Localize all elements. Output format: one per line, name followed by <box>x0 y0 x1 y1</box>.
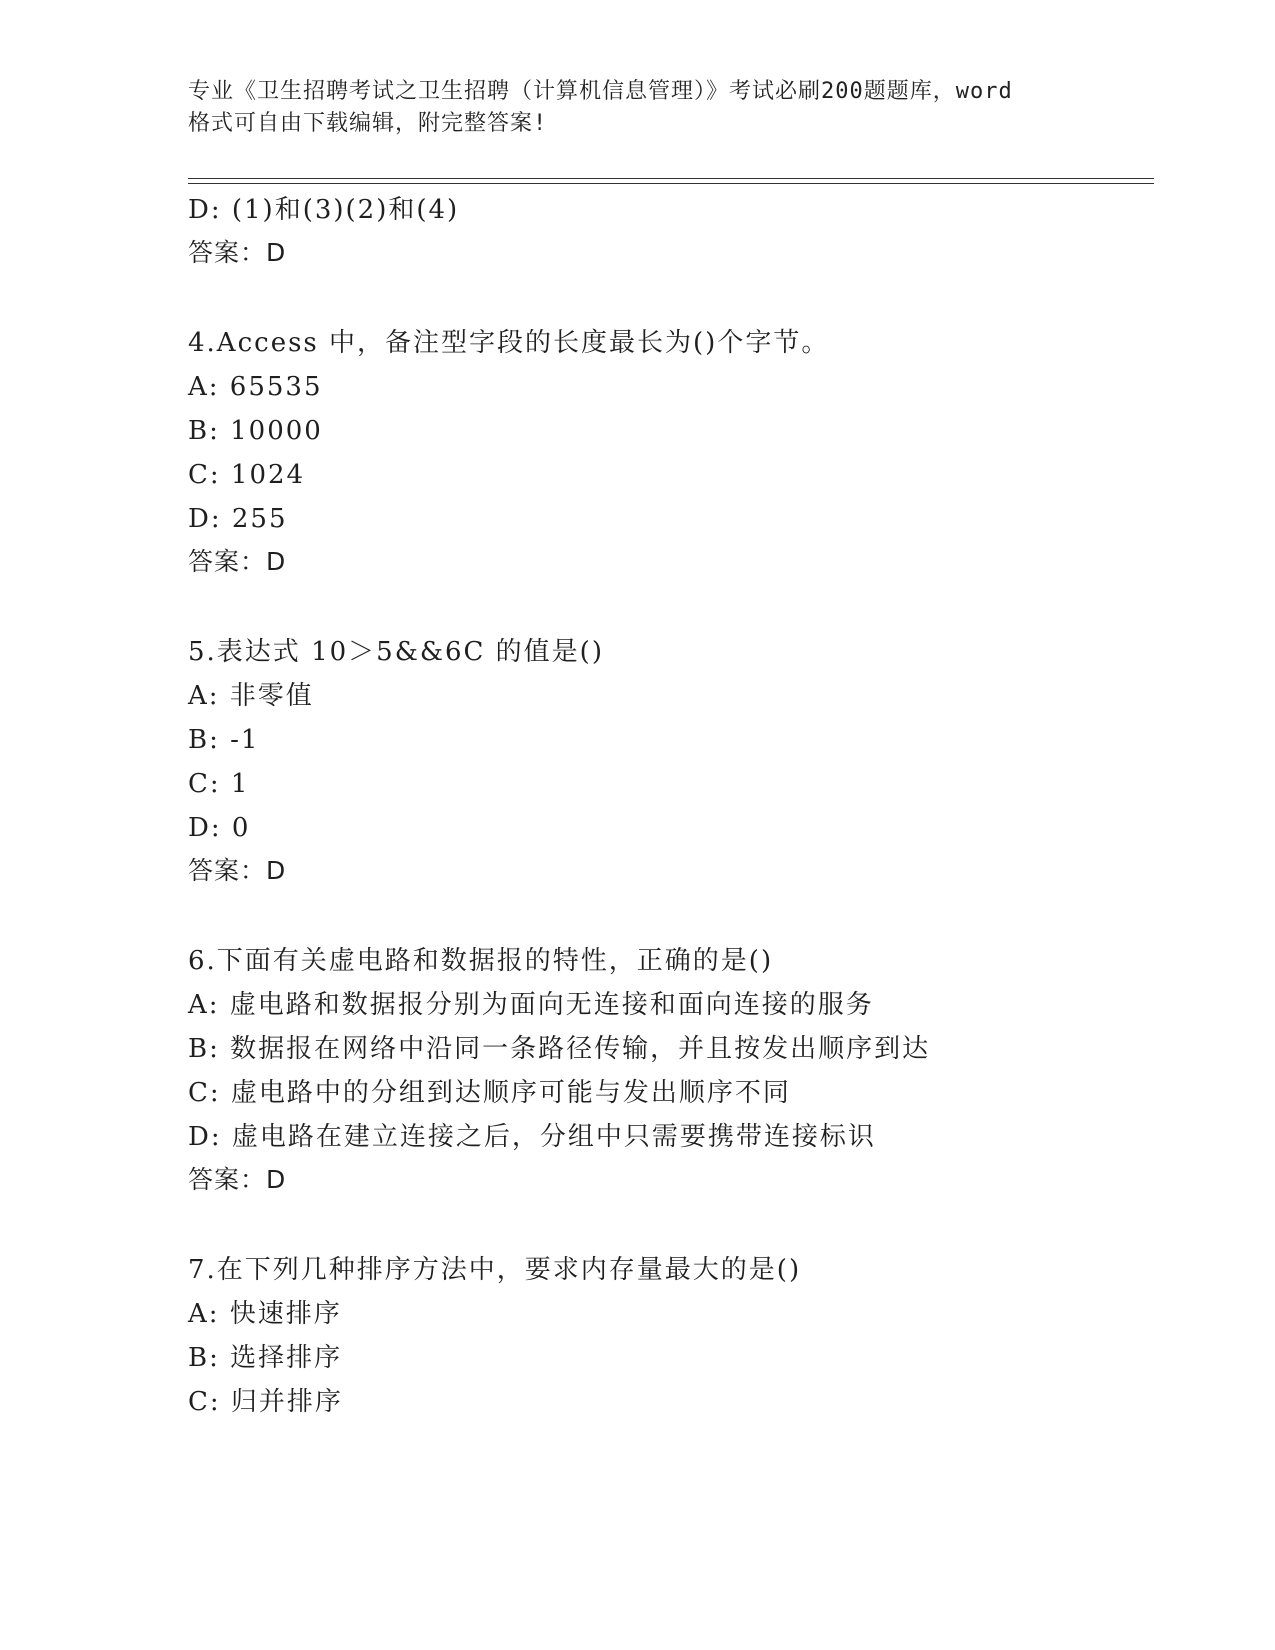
q3-answer: 答案：D <box>188 238 287 267</box>
q4-option-a: A: 65535 <box>188 372 323 402</box>
q6-option-c: C: 虚电路中的分组到达顺序可能与发出顺序不同 <box>188 1078 791 1108</box>
q5-option-b: B: -1 <box>188 725 260 755</box>
q7-option-c: C: 归并排序 <box>188 1387 343 1417</box>
header-line-2: 格式可自由下载编辑，附完整答案! <box>188 111 548 136</box>
document-header <box>188 76 1088 140</box>
q3-option-d: D: (1)和(3)(2)和(4) <box>188 195 460 225</box>
q5-question: 5.表达式 10＞5&&6C 的值是() <box>188 637 604 667</box>
q6-option-b: B: 数据报在网络中沿同一条路径传输，并且按发出顺序到达 <box>188 1034 931 1064</box>
q4-answer: 答案：D <box>188 547 287 576</box>
q7-option-a: A: 快速排序 <box>188 1299 342 1329</box>
header-rule-bottom <box>188 183 1154 184</box>
q7-option-b: B: 选择排序 <box>188 1343 343 1373</box>
q5-option-d: D: 0 <box>188 813 251 843</box>
q4-option-c: C: 1024 <box>188 460 306 490</box>
q6-answer: 答案：D <box>188 1165 287 1194</box>
header-line-1: 专业《卫生招聘考试之卫生招聘（计算机信息管理）》考试必刷200题题库，word <box>188 79 1013 104</box>
q6-option-a: A: 虚电路和数据报分别为面向无连接和面向连接的服务 <box>188 990 874 1020</box>
q5-answer: 答案：D <box>188 856 287 885</box>
q5-option-a: A: 非零值 <box>188 681 314 711</box>
q4-option-d: D: 255 <box>188 504 288 534</box>
q4-option-b: B: 10000 <box>188 416 323 446</box>
header-rule-top <box>188 178 1154 179</box>
q5-option-c: C: 1 <box>188 769 250 799</box>
q7-question: 7.在下列几种排序方法中，要求内存量最大的是() <box>188 1255 802 1285</box>
q6-option-d: D: 虚电路在建立连接之后，分组中只需要携带连接标识 <box>188 1122 876 1152</box>
q6-question: 6.下面有关虚电路和数据报的特性，正确的是() <box>188 946 774 976</box>
q4-question: 4.Access 中，备注型字段的长度最长为()个字节。 <box>188 328 830 358</box>
